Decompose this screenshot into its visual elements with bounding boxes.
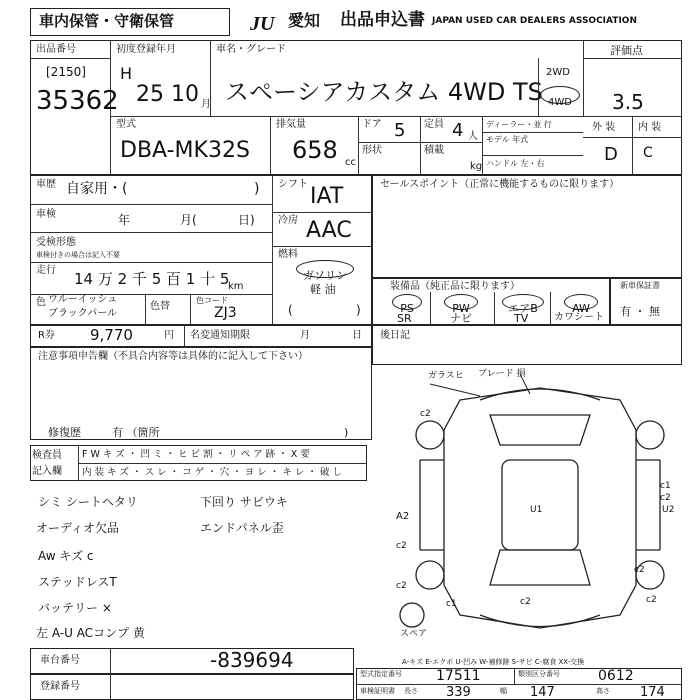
equip-seat: カワシート bbox=[554, 312, 604, 323]
notice-label: 名変通知期限 bbox=[190, 330, 250, 341]
inspector-label: 検査員 bbox=[32, 450, 62, 461]
color-line1: ウルーイッシュ bbox=[48, 294, 118, 305]
equip-sr: SR bbox=[397, 312, 412, 325]
chassis-value: -839694 bbox=[210, 648, 294, 672]
comment-studless: ステッドレスT bbox=[38, 575, 117, 589]
diagram-rear-c2: c2 bbox=[520, 597, 531, 607]
fuel-paren-close: ) bbox=[356, 303, 361, 317]
color-change-label: 色替 bbox=[150, 301, 170, 312]
after-note-label: 後日記 bbox=[380, 330, 410, 341]
receipt-note: 車検付きの場合は記入不要 bbox=[36, 251, 120, 259]
diagram-rr-c2: c2 bbox=[634, 565, 645, 575]
model-label: 型式 bbox=[116, 119, 136, 130]
exterior-grade: D bbox=[604, 144, 618, 165]
diagram-legend: A-キズ E-エクボ U-凹み W-補修跡 S-サビ C-腐食 XX-交換 bbox=[402, 658, 585, 666]
inspector-row-fw: F W キ ズ ・ 凹 ミ ・ ヒ ビ 割 ・ リ ペ ア 跡 ・ X 要 bbox=[82, 449, 310, 460]
displacement-unit: cc bbox=[345, 157, 356, 168]
recycle-value: 9,770 bbox=[90, 326, 133, 344]
diagram-right-u2: U2 bbox=[662, 505, 675, 515]
equip-navi: ナビ bbox=[450, 312, 472, 325]
shape-label: 形状 bbox=[362, 145, 382, 156]
region-name: 愛知 bbox=[288, 11, 321, 30]
diagram-blade: ブレード 損 bbox=[478, 369, 526, 379]
load-label: 積載 bbox=[424, 145, 444, 156]
ac-label: 冷房 bbox=[278, 215, 298, 226]
diagram-rr-quarter: c2 bbox=[646, 595, 657, 605]
comment-endpanel: エンドパネル歪 bbox=[200, 521, 284, 535]
warranty-yes-no: 有 ・ 無 bbox=[620, 305, 660, 318]
fuel-gasoline-circle bbox=[296, 260, 354, 282]
width-value: 147 bbox=[530, 685, 555, 700]
mileage-value: 14 万 2 千 5 百 1 十 5 bbox=[74, 270, 230, 288]
comment-stain: シミ シートヘタリ bbox=[38, 495, 138, 509]
shift-label: シフト bbox=[278, 179, 308, 190]
inspection-year: 年 bbox=[118, 213, 131, 227]
dealer-line2: モデル 年式 bbox=[486, 135, 529, 144]
equip-aw-circle bbox=[564, 294, 598, 315]
fuel-label: 燃料 bbox=[278, 249, 298, 260]
load-unit: kg bbox=[470, 161, 483, 172]
association-name: JAPAN USED CAR DEALERS ASSOCIATION bbox=[432, 16, 637, 26]
chassis-label: 車台番号 bbox=[40, 655, 80, 666]
equipment-label: 装備品（純正品に限ります） bbox=[390, 281, 520, 292]
equip-ps: PS bbox=[400, 302, 414, 315]
color-label: 色 bbox=[36, 297, 46, 308]
after-note-box bbox=[372, 325, 682, 365]
usage-label: 車歴 bbox=[36, 179, 56, 190]
equip-ps-circle bbox=[392, 294, 422, 315]
usage-close: ) bbox=[254, 181, 260, 197]
registration-year-month: 25 10 bbox=[136, 82, 199, 107]
exterior-label: 外 装 bbox=[592, 122, 616, 133]
diagram-roof: U1 bbox=[530, 505, 543, 515]
class-label: 類別区分番号 bbox=[518, 670, 560, 678]
repair-label: 修復歴 bbox=[48, 426, 81, 439]
fuel-diesel: 軽 油 bbox=[310, 283, 336, 296]
diagram-left-rear: c2 bbox=[396, 541, 407, 551]
notes-label: 注意事項申告欄（不具合内容等は具体的に記入して下さい） bbox=[38, 351, 308, 362]
equip-aw: AW bbox=[572, 302, 590, 315]
comment-aw: Aw キズ c bbox=[38, 549, 94, 563]
spec-label: 型式指定番号 bbox=[360, 670, 402, 678]
registration-era: H bbox=[120, 64, 133, 83]
doors-value: 5 bbox=[394, 120, 406, 141]
reg-label: 車検証明書 bbox=[360, 687, 395, 695]
rating-label: 評価点 bbox=[610, 44, 643, 57]
comment-underbody: 下回り サビウキ bbox=[200, 495, 288, 509]
entry-label: 記入欄 bbox=[32, 466, 62, 477]
fuel-gasoline: ガソリン bbox=[303, 269, 347, 282]
storage-title: 車内保管・守衛保管 bbox=[39, 12, 175, 30]
notice-month: 月 bbox=[300, 330, 310, 341]
inspection-day: 日) bbox=[238, 213, 255, 227]
form-title: 出品申込書 bbox=[340, 10, 425, 30]
width-label: 幅 bbox=[500, 687, 507, 695]
vehicle-name: スペーシアカスタム 4WD TS bbox=[225, 78, 543, 106]
color-line2: ブラックパール bbox=[48, 308, 117, 319]
seats-label: 定員 bbox=[424, 119, 444, 130]
class-value: 0612 bbox=[598, 668, 634, 684]
warranty-label: 新車保証書 bbox=[620, 281, 660, 290]
notice-day: 日 bbox=[352, 330, 362, 341]
equip-airbag-circle bbox=[502, 294, 544, 315]
color-code: ZJ3 bbox=[214, 305, 237, 321]
length-label: 長さ bbox=[404, 687, 418, 695]
mileage-label: 走行 bbox=[36, 265, 56, 276]
recycle-label: R券 bbox=[38, 330, 55, 341]
diagram-spare: スペア bbox=[400, 629, 428, 639]
seats-unit: 人 bbox=[468, 131, 478, 142]
inspection-month: 月( bbox=[180, 213, 197, 227]
diagram-glass: ガラスヒ bbox=[428, 371, 464, 381]
height-label: 高さ bbox=[596, 687, 610, 695]
inspection-label: 車検 bbox=[36, 209, 56, 220]
repair-close: ) bbox=[344, 426, 349, 439]
interior-grade: C bbox=[643, 145, 653, 161]
certificate-label: 登録番号 bbox=[40, 681, 80, 692]
displacement-label: 排気量 bbox=[276, 119, 306, 130]
model-value: DBA-MK32S bbox=[120, 138, 250, 163]
equip-airbag: エアB bbox=[508, 302, 538, 315]
sales-point-box bbox=[372, 175, 682, 278]
rating-score: 3.5 bbox=[612, 90, 644, 114]
spec-value: 17511 bbox=[436, 668, 481, 684]
diagram-rear-left-c1: c1 bbox=[446, 599, 457, 609]
ju-logo bbox=[248, 10, 288, 34]
svg-text:JU: JU bbox=[250, 13, 275, 34]
shift-value: IAT bbox=[310, 184, 344, 209]
equip-tv: TV bbox=[514, 312, 529, 325]
vehicle-name-label: 車名・グレード bbox=[216, 44, 286, 55]
lot-number-label: 出品番号 bbox=[36, 44, 76, 55]
registration-label: 初度登録年月 bbox=[116, 44, 176, 55]
drive-2wd: 2WD bbox=[546, 67, 570, 78]
damage-diagram bbox=[390, 370, 690, 650]
displacement-value: 658 bbox=[292, 136, 338, 164]
fuel-paren-open: ( bbox=[288, 303, 293, 317]
diagram-fl-fender: c2 bbox=[420, 409, 431, 419]
repair-value: 有 （箇所 bbox=[112, 426, 160, 439]
drive-4wd: 4WD bbox=[548, 97, 572, 108]
mileage-unit: km bbox=[228, 281, 244, 292]
diagram-left-door: A2 bbox=[396, 511, 410, 522]
lot-sub-number: [2150] bbox=[46, 65, 86, 79]
equip-pw-circle bbox=[444, 294, 478, 315]
drive-4wd-circle bbox=[540, 86, 580, 108]
diagram-right-c1: c1 bbox=[660, 481, 671, 491]
equip-pw: PW bbox=[452, 302, 470, 315]
registration-month-unit: 月 bbox=[201, 99, 211, 110]
sales-point-label: セールスポイント（正常に機能するものに限ります） bbox=[380, 179, 620, 190]
comment-battery: バッテリー × bbox=[38, 601, 112, 615]
comment-audio: オーディオ欠品 bbox=[36, 521, 120, 535]
doors-label: ドア bbox=[362, 119, 382, 130]
diagram-right-c2: c2 bbox=[660, 493, 671, 503]
usage-value: 自家用・( bbox=[66, 181, 128, 197]
dealer-line3: ハンドル 左・右 bbox=[486, 159, 545, 168]
seats-value: 4 bbox=[452, 120, 464, 141]
recycle-unit: 円 bbox=[164, 330, 174, 341]
diagram-rl-quarter: c2 bbox=[396, 581, 407, 591]
ac-value: AAC bbox=[306, 218, 352, 243]
inspector-row-interior: 内 装 キ ズ ・ ス レ ・ コ ゲ ・ 穴 ・ ヨ レ ・ キ レ ・ 破 し bbox=[82, 467, 342, 478]
dealer-line1: ディーラー・並 行 bbox=[486, 120, 552, 129]
color-code-label: 色コード bbox=[196, 296, 228, 305]
lot-number: 35362 bbox=[36, 86, 119, 116]
length-value: 339 bbox=[446, 685, 471, 700]
receipt-label: 受検形態 bbox=[36, 237, 76, 248]
comment-ac: 左 A-U ACコンプ 黄 bbox=[36, 626, 145, 640]
height-value: 174 bbox=[640, 685, 665, 700]
interior-label: 内 装 bbox=[638, 122, 662, 133]
storage-title-box bbox=[30, 8, 230, 36]
